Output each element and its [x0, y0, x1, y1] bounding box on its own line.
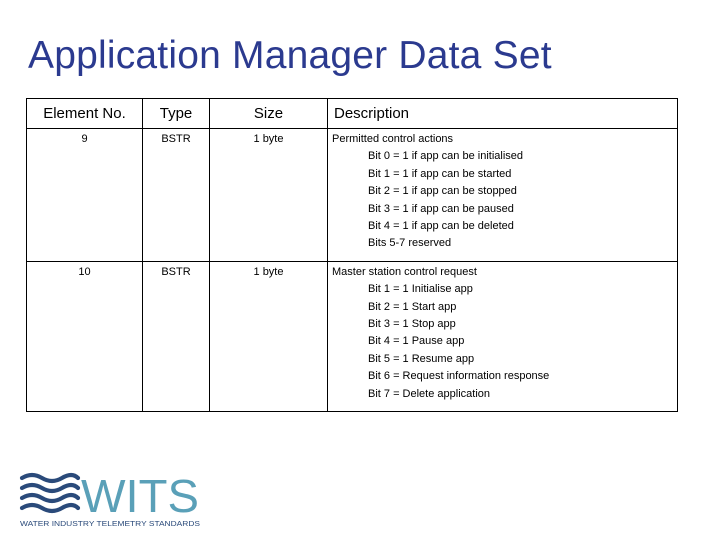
description-bit: Bit 6 = Request information response [368, 370, 550, 383]
waves-icon [22, 475, 78, 511]
data-set-table [26, 98, 678, 412]
page-title: Application Manager Data Set [28, 34, 552, 77]
header-description: Description [328, 99, 678, 129]
cell-size: 1 byte [210, 261, 328, 411]
logo-wordmark: WITS [81, 470, 199, 522]
description-bit: Bit 3 = 1 Stop app [368, 318, 456, 331]
table-row [27, 129, 678, 262]
description-bit: Bit 2 = 1 if app can be stopped [368, 185, 517, 198]
description-bit: Bit 1 = 1 if app can be started [368, 167, 512, 180]
description-bit: Bit 4 = 1 if app can be deleted [368, 220, 514, 233]
wits-logo [18, 470, 204, 530]
logo-tagline: WATER INDUSTRY TELEMETRY STANDARDS [20, 521, 201, 528]
table-header-row [27, 99, 678, 129]
description-lead: Permitted control actions [332, 133, 454, 145]
cell-description [328, 261, 678, 411]
table-row [27, 261, 678, 411]
header-size: Size [210, 99, 328, 129]
cell-element-no: 10 [27, 261, 143, 411]
header-element-no: Element No. [27, 99, 143, 129]
cell-element-no: 9 [27, 129, 143, 262]
cell-description [328, 129, 678, 262]
header-type: Type [143, 99, 210, 129]
description-bit: Bit 2 = 1 Start app [368, 300, 457, 313]
cell-type: BSTR [143, 261, 210, 411]
description-bit: Bit 0 = 1 if app can be initialised [368, 150, 524, 163]
description-bit: Bit 5 = 1 Resume app [368, 352, 475, 365]
description-bit: Bits 5-7 reserved [368, 237, 452, 250]
description-bit: Bit 1 = 1 Initialise app [368, 283, 473, 296]
cell-size: 1 byte [210, 129, 328, 262]
description-lead: Master station control request [332, 265, 477, 278]
description-bit: Bit 3 = 1 if app can be paused [368, 202, 514, 215]
description-bit: Bit 7 = Delete application [368, 387, 490, 400]
cell-type: BSTR [143, 129, 210, 262]
description-bit: Bit 4 = 1 Pause app [368, 335, 465, 348]
